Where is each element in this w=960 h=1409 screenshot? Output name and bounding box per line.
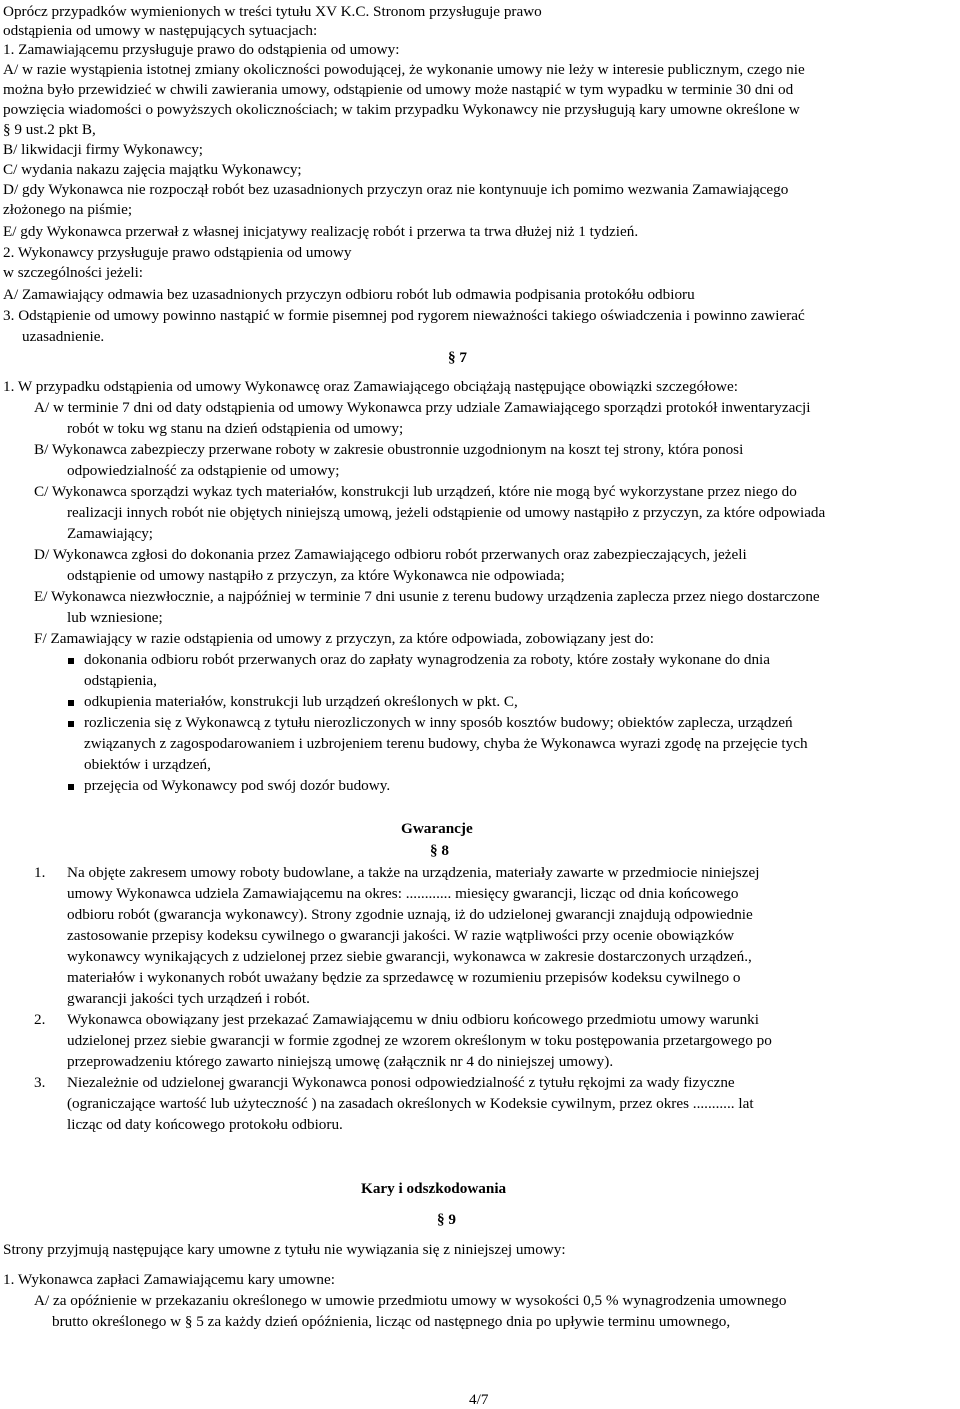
section-8-line: gwarancji jakości tych urządzeń i robót. [67, 990, 310, 1007]
section-9-intro: Strony przyjmują następujące kary umowne z tytułu nie wywiązania się z niniejszej umowy: [3, 1241, 566, 1258]
intro-line: można było przewidzieć w chwili zawierania umowy, odstąpienie od umowy może nastąpić w tym wypadku w terminie 30 dni od [3, 81, 794, 98]
section-7-line: odstąpienie od umowy nastąpiło z przyczyn, za które Wykonawca nie odpowiada; [67, 567, 565, 584]
intro-line: Oprócz przypadków wymienionych w treści tytułu XV K.C. Stronom przysługuje prawo [3, 3, 542, 20]
section-7-line: odpowiedzialność za odstąpienie od umowy; [67, 462, 340, 479]
section-7-line: lub wzniesione; [67, 609, 163, 626]
section-8-item-number: 2. [34, 1011, 46, 1028]
intro-line: D/ gdy Wykonawca nie rozpoczął robót bez uzasadnionych przyczyn oraz nie kontynuuje ich pomimo wezwania Zamawiającego [3, 181, 789, 198]
section-8-item-number: 1. [34, 864, 46, 881]
section-9-title: Kary i odszkodowania [361, 1180, 507, 1197]
section-7-line: robót w toku wg stanu na dzień odstąpienia od umowy; [67, 420, 404, 437]
intro-line: powzięcia wiadomości o powyższych okolicznościach; w takim przypadku Wykonawcy nie przysługują kary umowne określone w [3, 101, 800, 118]
section-7-line: E/ Wykonawca niezwłocznie, a najpóźniej w terminie 7 dni usunie z terenu budowy urządzenia zaplecza przez niego dostarczone [34, 588, 820, 605]
section-7-line: B/ Wykonawca zabezpieczy przerwane roboty w zakresie obustronnie uzgodnionym na koszt tej strony, która ponosi [34, 441, 744, 458]
bullet-item: przejęcia od Wykonawcy pod swój dozór budowy. [84, 777, 391, 794]
section-8-line: udzielonej przez siebie gwarancji w formie zgodnej ze wzorem określonym w toku postępowania przetargowego po [67, 1032, 772, 1049]
section-8-heading: § 8 [430, 842, 449, 859]
intro-line: 2. Wykonawcy przysługuje prawo odstąpienia od umowy [3, 244, 352, 261]
section-8-line: (ograniczające wartość lub użyteczność ) na zasadach określonych w Kodeksie cywilnym, przez okres ........... lat [67, 1095, 754, 1112]
bullet-item-cont: obiektów i urządzeń, [84, 756, 211, 773]
intro-line: uzasadnienie. [22, 328, 105, 345]
section-8-line: przeprowadzeniu którego zawarto niniejszą umowę (załącznik nr 4 do niniejszej umowy). [67, 1053, 614, 1070]
section-8-line: Niezależnie od udzielonej gwarancji Wykonawca ponosi odpowiedzialność z tytułu rękojmi za wady fizyczne [67, 1074, 735, 1091]
section-8-line: Na objęte zakresem umowy roboty budowlane, a także na urządzenia, materiały zawarte w przedmiocie niniejszej [67, 864, 760, 881]
section-9-item-1: 1. Wykonawca zapłaci Zamawiającemu kary umowne: [3, 1271, 335, 1288]
section-7-line: A/ w terminie 7 dni od daty odstąpienia od umowy Wykonawca przy udziale Zamawiającego sporządzi protokół inwentaryzacji [34, 399, 811, 416]
intro-line: B/ likwidacji firmy Wykonawcy; [3, 141, 204, 158]
bullet-square-icon [68, 658, 74, 664]
bullet-square-icon [68, 700, 74, 706]
section-8-item-number: 3. [34, 1074, 46, 1091]
section-9-line: A/ za opóźnienie w przekazaniu określonego w umowie przedmiotu umowy w wysokości 0,5 % wynagrodzenia umownego [34, 1292, 787, 1309]
bullet-item: dokonania odbioru robót przerwanych oraz do zapłaty wynagrodzenia za roboty, które zostały wykonane do dnia [84, 651, 771, 668]
intro-line: C/ wydania nakazu zajęcia majątku Wykonawcy; [3, 161, 302, 178]
bullet-square-icon [68, 721, 74, 727]
section-7-heading: § 7 [448, 349, 467, 366]
page-number: 4/7 [469, 1391, 489, 1408]
section-7-line: realizacji innych robót nie objętych niniejszą umową, jeżeli odstąpienie od umowy nastąpiło z przyczyn, za które odpowiada [67, 504, 826, 521]
bullet-item-cont: odstąpienia, [84, 672, 157, 689]
bullet-square-icon [68, 784, 74, 790]
intro-line: złożonego na piśmie; [3, 201, 133, 218]
intro-line: w szczególności jeżeli: [3, 264, 144, 281]
section-8-title: Gwarancje [401, 820, 473, 837]
bullet-item: rozliczenia się z Wykonawcą z tytułu nierozliczonych w inny sposób kosztów budowy; obiektów zaplecza, urządzeń [84, 714, 793, 731]
section-7-line: C/ Wykonawca sporządzi wykaz tych materiałów, konstrukcji lub urządzeń, które nie mogą być wykorzystane przez niego do [34, 483, 797, 500]
section-7-line: 1. W przypadku odstąpienia od umowy Wykonawcę oraz Zamawiającego obciążają następujące obowiązki szczegółowe: [3, 378, 738, 395]
section-7-line: D/ Wykonawca zgłosi do dokonania przez Zamawiającego odbioru robót przerwanych oraz zabezpieczających, jeżeli [34, 546, 747, 563]
intro-line: E/ gdy Wykonawca przerwał z własnej inicjatywy realizację robót i przerwa ta trwa dłużej niż 1 tydzień. [3, 223, 639, 240]
intro-line: A/ Zamawiający odmawia bez uzasadnionych przyczyn odbioru robót lub odmawia podpisania protokółu odbioru [3, 286, 695, 303]
intro-line: 3. Odstąpienie od umowy powinno nastąpić w formie pisemnej pod rygorem nieważności takiego oświadczenia i powinno zawierać [3, 307, 805, 324]
section-8-line: umowy Wykonawca udziela Zamawiającemu na okres: ............ miesięcy gwarancji, licząc od dnia końcowego [67, 885, 739, 902]
section-7-line: F/ Zamawiający w razie odstąpienia od umowy z przyczyn, za które odpowiada, zobowiązany jest do: [34, 630, 654, 647]
section-8-line: wykonawcy wynikających z udzielonej przez siebie gwarancji, wykonawca w zakresie dostarczonych urządzeń., [67, 948, 752, 965]
section-8-line: Wykonawca obowiązany jest przekazać Zamawiającemu w dniu odbioru końcowego przedmiotu umowy warunki [67, 1011, 759, 1028]
bullet-item-cont: związanych z zagospodarowaniem i uzbrojeniem terenu budowy, chyba że Wykonawca wyrazi zgodę na przejęcie tych [84, 735, 808, 752]
section-8-line: licząc od daty końcowego protokołu odbioru. [67, 1116, 343, 1133]
section-8-line: odbioru robót (gwarancja wykonawcy). Strony zgodnie uznają, iż do udzielonej gwarancji znajdują odpowiednie [67, 906, 753, 923]
intro-line: A/ w razie wystąpienia istotnej zmiany okoliczności powodującej, że wykonanie umowy nie leży w interesie publicznym, czego nie [3, 61, 805, 78]
section-8-line: zastosowanie przepisy kodeksu cywilnego o gwarancji jakości. W razie wątpliwości przy ocenie obowiązków [67, 927, 735, 944]
intro-line: odstąpienia od umowy w następujących sytuacjach: [3, 22, 318, 39]
bullet-item: odkupienia materiałów, konstrukcji lub urządzeń określonych w pkt. C, [84, 693, 518, 710]
section-8-line: materiałów i wykonanych robót uważany będzie za sprzedawcę w rozumieniu przepisów kodeksu cywilnego o [67, 969, 741, 986]
intro-line: 1. Zamawiającemu przysługuje prawo do odstąpienia od umowy: [3, 41, 400, 58]
intro-line: § 9 ust.2 pkt B, [3, 121, 96, 138]
section-9-line: brutto określonego w § 5 za każdy dzień opóźnienia, licząc od następnego dnia po upływie terminu umownego, [52, 1313, 731, 1330]
section-9-heading: § 9 [437, 1211, 456, 1228]
section-7-line: Zamawiający; [67, 525, 154, 542]
